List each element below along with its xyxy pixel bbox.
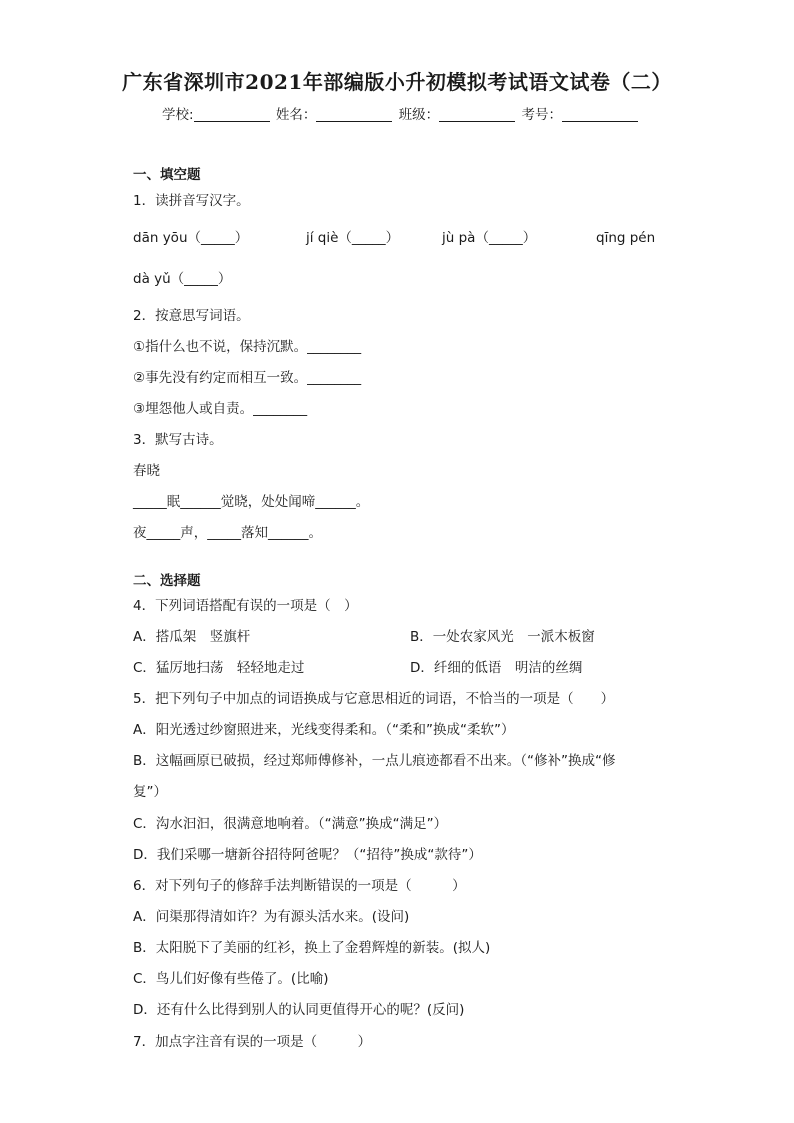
name-label: 姓名：	[275, 107, 317, 123]
question-1-stem: 1．读拼音写汉字。	[133, 193, 250, 209]
q1-pinyin-3: jù pà（_____）	[442, 230, 537, 246]
number-blank[interactable]	[562, 107, 638, 122]
q4-option-d: D．纤细的低语 明洁的丝绸	[410, 660, 583, 676]
q3-poem-line-2: 夜_____声，_____落知______。	[133, 525, 322, 541]
student-info-row	[162, 103, 640, 123]
school-blank[interactable]	[194, 107, 270, 122]
q6-option-b: B．太阳脱下了美丽的红衫，换上了金碧辉煌的新装。(拟人)	[133, 940, 491, 956]
q6-option-c: C．鸟儿们好像有些倦了。(比喻)	[133, 971, 329, 987]
q5-option-a: A．阳光透过纱窗照进来，光线变得柔和。（“柔和”换成“柔软”）	[133, 722, 515, 738]
q1-pinyin-2: jí qiè（_____）	[306, 230, 400, 246]
q1-pinyin-1: dān yōu（_____）	[133, 230, 249, 246]
q6-option-d: D．还有什么比得到别人的认同更值得开心的呢？(反问)	[133, 1002, 465, 1018]
q4-option-c: C．猛厉地扫荡 轻轻地走过	[133, 660, 305, 676]
question-3-stem: 3．默写古诗。	[133, 432, 223, 448]
q2-item-3: ③埋怨他人或自责。________	[133, 401, 308, 417]
question-5-stem: 5．把下列句子中加点的词语换成与它意思相近的词语，不恰当的一项是（ ）	[133, 691, 615, 707]
number-label: 考号：	[521, 107, 562, 123]
q5-option-d: D．我们采哪一塘新谷招待阿爸呢？（“招待”换成“款待”）	[133, 847, 482, 863]
q6-option-a: A．问渠那得清如许？为有源头活水来。(设问)	[133, 909, 410, 925]
q4-option-b: B．一处农家风光 一派木板窗	[410, 629, 595, 645]
class-blank[interactable]	[439, 107, 515, 122]
question-7-stem: 7．加点字注音有误的一项是（ ）	[133, 1034, 372, 1050]
q1-pinyin-4: qīng pén	[596, 230, 656, 246]
q1-pinyin-5: dà yǔ（_____）	[133, 271, 232, 287]
class-label: 班级：	[398, 107, 440, 123]
q4-option-a: A．搭瓜架 竖旗杆	[133, 629, 251, 645]
q3-poem-line-1: _____眠______觉晓，处处闻啼______。	[133, 494, 370, 510]
section-heading-fill-blank: 一、填空题	[133, 167, 201, 183]
q2-item-1: ①指什么也不说，保持沉默。________	[133, 339, 362, 355]
question-4-stem: 4．下列词语搭配有误的一项是（ ）	[133, 598, 358, 614]
question-6-stem: 6．对下列句子的修辞手法判断错误的一项是（ ）	[133, 878, 466, 894]
q3-poem-title: 春晓	[133, 463, 160, 479]
question-2-stem: 2．按意思写词语。	[133, 308, 250, 324]
name-blank[interactable]	[316, 107, 392, 122]
section-heading-multiple-choice: 二、选择题	[133, 573, 201, 589]
q5-option-b-line-2: 复”）	[133, 784, 167, 800]
q5-option-b-line-1: B．这幅画原已破损，经过郑师傅修补，一点儿痕迹都看不出来。（“修补”换成“修	[133, 753, 616, 769]
school-label: 学校:	[162, 107, 194, 123]
q2-item-2: ②事先没有约定而相互一致。________	[133, 370, 362, 386]
q5-option-c: C．沟水汩汩，很满意地响着。（“满意”换成“满足”）	[133, 816, 448, 832]
page-title: 广东省深圳市2021年部编版小升初模拟考试语文试卷（二）	[122, 70, 672, 94]
